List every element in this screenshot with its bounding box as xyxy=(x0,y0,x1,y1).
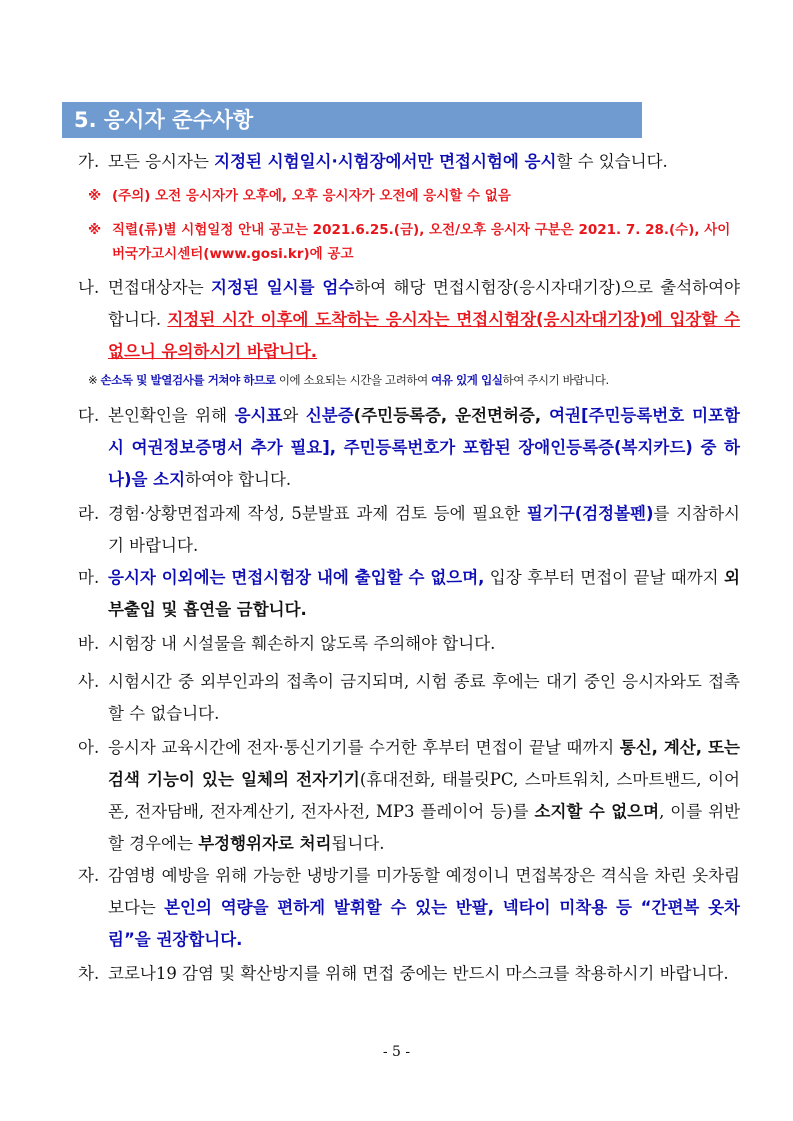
note-marker: ※ xyxy=(88,373,98,387)
rule-text: 시험시간 중 외부인과의 접촉이 금지되며, 시험 종료 후에는 대기 중인 응시자와도 접촉할 수 없습니다. xyxy=(108,672,740,723)
rule-text: 면접대상자는 지정된 일시를 엄수하여 해당 면접시험장(응시자대기장)으로 출석하여야 합니다. 지정된 시간 이후에 도착하는 응시자는 면접시험장(응시자대기장)에 입장할 수 없으니 유의하시기 바랍니다. xyxy=(108,278,741,361)
rule-ga xyxy=(78,146,740,178)
rule-da xyxy=(78,400,740,496)
rule-cha xyxy=(78,958,740,990)
rule-marker: 가. xyxy=(78,152,100,171)
rule-na xyxy=(78,272,740,368)
note-text: 직렬(류)별 시험일정 안내 공고는 2021.6.25.(금), 오전/오후 응시자 구분은 2021. 7. 28.(수), 사이버국가고시센터(www.gosi.kr)에 공고 xyxy=(112,222,731,262)
rule-text: 경험·상황면접과제 작성, 5분발표 과제 검토 등에 필요한 필기구(검정볼펜)를 지참하시기 바랍니다. xyxy=(108,504,740,555)
rule-ba xyxy=(78,628,740,660)
rule-marker: 자. xyxy=(78,866,100,885)
rule-marker: 마. xyxy=(78,568,100,587)
note-marker: ※ xyxy=(88,188,102,204)
rule-text: 감염병 예방을 위해 가능한 냉방기를 미가동할 예정이니 면접복장은 격식을 차린 옷차림보다는 본인의 역량을 편하게 발휘할 수 있는 반팔, 넥타이 미착용 등 “간편복 옷차림”을 권장합니다. xyxy=(108,866,740,949)
rule-marker: 라. xyxy=(78,504,100,523)
note-schedule xyxy=(88,218,740,266)
section-title: 5. 응시자 준수사항 xyxy=(62,102,642,138)
rule-marker: 아. xyxy=(78,738,100,757)
rule-marker: 나. xyxy=(78,278,100,297)
note-disinfection: ※ 손소독 및 발열검사를 거쳐야 하므로 이에 소요되는 시간을 고려하여 여유 있게 입실하여 주시기 바랍니다. xyxy=(88,373,609,387)
rule-ra xyxy=(78,498,740,562)
rule-text: 코로나19 감염 및 확산방지를 위해 면접 중에는 반드시 마스크를 착용하시기 바랍니다. xyxy=(108,964,729,983)
note-marker: ※ xyxy=(88,222,102,238)
rule-ja xyxy=(78,860,740,956)
rule-text: 응시자 이외에는 면접시험장 내에 출입할 수 없으며, 입장 후부터 면접이 끝날 때까지 외부출입 및 흡연을 금합니다. xyxy=(108,568,740,619)
rule-marker: 사. xyxy=(78,672,100,691)
rule-a xyxy=(78,732,740,860)
rule-text: 응시자 교육시간에 전자·통신기기를 수거한 후부터 면접이 끝날 때까지 통신, 계산, 또는 검색 기능이 있는 일체의 전자기기(휴대전화, 태블릿PC, 스마트워치, 스마트밴드, 이어폰, 전자담배, 전자계산기, 전자사전, MP3 플레이어 등)를 소지할 수 없으며, 이를 위반할 경우에는 부정행위자로 처리됩니다. xyxy=(108,738,741,853)
note-caution xyxy=(88,184,740,208)
rule-marker: 차. xyxy=(78,964,100,983)
page-number: - 5 - xyxy=(382,1044,411,1060)
rule-text: 시험장 내 시설물을 훼손하지 않도록 주의해야 합니다. xyxy=(108,634,496,653)
note-text: (주의) 오전 응시자가 오후에, 오후 응시자가 오전에 응시할 수 없음 xyxy=(112,188,511,204)
rule-sa xyxy=(78,666,740,730)
rule-text: 본인확인을 위해 응시표와 신분증(주민등록증, 운전면허증, 여권[주민등록번호 미포함시 여권정보증명서 추가 필요], 주민등록번호가 포함된 장애인등록증(복지카드) 중 하나)을 소지하여야 합니다. xyxy=(108,406,740,489)
rule-marker: 바. xyxy=(78,634,100,653)
rule-text: 모든 응시자는 지정된 시험일시·시험장에서만 면접시험에 응시할 수 있습니다. xyxy=(108,152,668,171)
rule-marker: 다. xyxy=(78,406,100,425)
rule-ma xyxy=(78,562,740,626)
